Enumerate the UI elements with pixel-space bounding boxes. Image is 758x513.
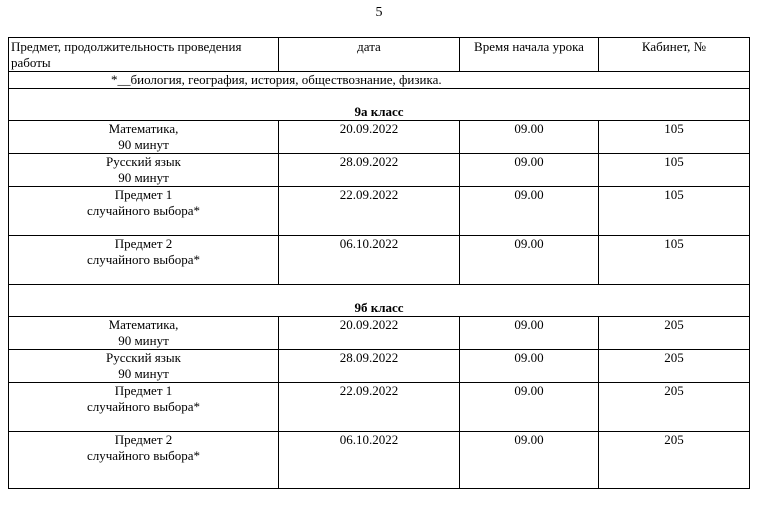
date-cell: 06.10.2022 (279, 432, 460, 489)
subject-note: случайного выбора* (87, 203, 200, 218)
table-row (9, 350, 750, 383)
time-cell: 09.00 (460, 317, 599, 350)
room-cell: 205 (599, 317, 750, 350)
table-row (9, 383, 750, 432)
room-cell: 205 (599, 432, 750, 489)
class-label: 9б класс (9, 285, 750, 317)
time-cell: 09.00 (460, 121, 599, 154)
date-cell: 20.09.2022 (279, 317, 460, 350)
date-cell: 22.09.2022 (279, 187, 460, 236)
subject-note: случайного выбора* (87, 399, 200, 414)
subject-note: случайного выбора* (87, 252, 200, 267)
date-cell: 28.09.2022 (279, 154, 460, 187)
table-row (9, 187, 750, 236)
subject-name: Предмет 2 (114, 236, 173, 251)
subject-duration: 90 минут (118, 333, 169, 348)
room-cell: 105 (599, 187, 750, 236)
header-subject: Предмет, продолжительность проведения работы (9, 38, 279, 72)
table-row (9, 432, 750, 489)
footnote-row (9, 72, 750, 89)
subject-cell (9, 187, 279, 236)
header-start-time: Время начала урока (460, 38, 599, 72)
room-cell: 205 (599, 350, 750, 383)
subject-name: Математика, (108, 121, 179, 136)
time-cell: 09.00 (460, 187, 599, 236)
subject-duration: 90 минут (118, 137, 169, 152)
time-cell: 09.00 (460, 236, 599, 285)
subject-name: Математика, (108, 317, 179, 332)
date-cell: 22.09.2022 (279, 383, 460, 432)
time-cell: 09.00 (460, 432, 599, 489)
table-row (9, 121, 750, 154)
subject-name: Предмет 1 (114, 383, 173, 398)
time-cell: 09.00 (460, 154, 599, 187)
page-number: 5 (375, 5, 383, 20)
table-row (9, 236, 750, 285)
table-row (9, 154, 750, 187)
subject-cell (9, 121, 279, 154)
subject-name: Предмет 1 (114, 187, 173, 202)
room-cell: 105 (599, 121, 750, 154)
date-cell: 20.09.2022 (279, 121, 460, 154)
table-header-row (9, 38, 750, 72)
subject-cell (9, 432, 279, 489)
subject-cell (9, 350, 279, 383)
date-cell: 06.10.2022 (279, 236, 460, 285)
subject-cell (9, 317, 279, 350)
subject-cell (9, 154, 279, 187)
subject-name: Русский язык (106, 350, 181, 365)
time-cell: 09.00 (460, 383, 599, 432)
subject-name: Русский язык (106, 154, 181, 169)
room-cell: 105 (599, 154, 750, 187)
time-cell: 09.00 (460, 350, 599, 383)
header-date: дата (279, 38, 460, 72)
subject-duration: 90 минут (118, 366, 169, 381)
date-cell: 28.09.2022 (279, 350, 460, 383)
subject-duration: 90 минут (118, 170, 169, 185)
subject-name: Предмет 2 (114, 432, 173, 447)
header-room: Кабинет, № (599, 38, 750, 72)
subject-cell (9, 383, 279, 432)
footnote-text: *__биология, география, история, обществознание, физика. (9, 72, 750, 89)
room-cell: 205 (599, 383, 750, 432)
room-cell: 105 (599, 236, 750, 285)
table-row (9, 317, 750, 350)
class-label: 9а класс (9, 89, 750, 121)
class-header-row (9, 285, 750, 317)
subject-cell (9, 236, 279, 285)
subject-note: случайного выбора* (87, 448, 200, 463)
class-header-row (9, 89, 750, 121)
exam-schedule-table (8, 37, 750, 489)
